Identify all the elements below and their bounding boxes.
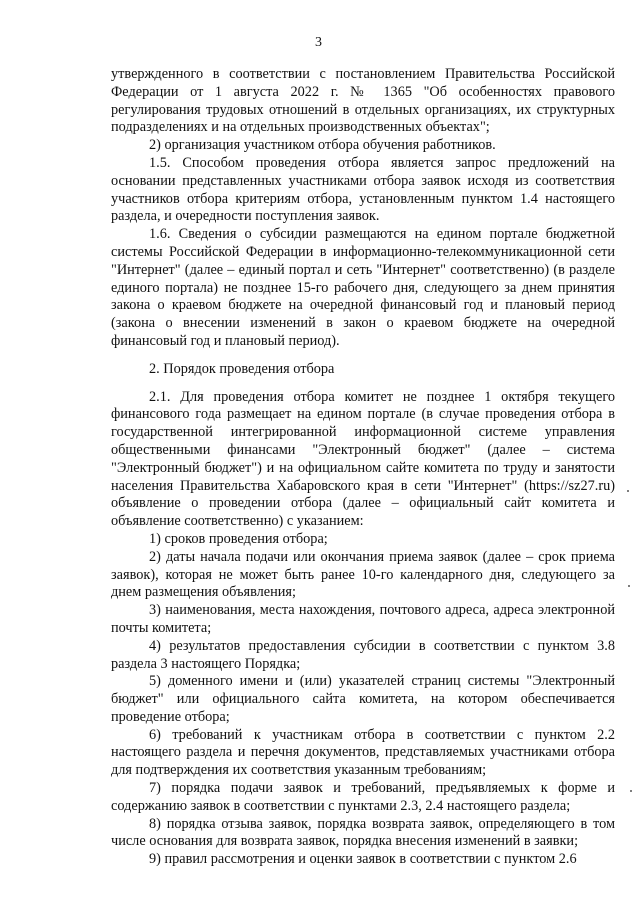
paragraph-decree-reference: утвержденного в соответствии с постановлением Правительства Российской Федерации от 1 августа 2022 г. № 1365 "Об особенностях правового регулирования трудовых отношений в отдельных организациях, их структурных подразделениях и на отдельных производственных объектах";	[111, 66, 615, 136]
paragraph-2-1: 2.1. Для проведения отбора комитет не позднее 1 октября текущего финансового года размещает на едином портале (в случае проведения отбора в государственной интегрированной информационной системе управления общественными финансами "Электронный бюджет" (далее – система "Электронный бюджет") и на официальном сайте комитета по труду и занятости населения Правительства Хабаровского края в сети "Интернет" (https://sz27.ru) объявление о проведении отбора (далее – официальный сайт комитета и объявление соответственно) с указанием:	[111, 388, 615, 530]
paragraph-1-6: 1.6. Сведения о субсидии размещаются на едином портале бюджетной системы Российской Федерации в информационно-телекоммуникационной сети "Интернет" (далее – единый портал и сеть "Интернет" соответственно) (в разделе единого портала) не позднее 15-го рабочего дня, следующего за днем принятия закона о краевом бюджете на очередной финансовый год и плановый период (закона о внесении изменений в закон о краевом бюджете на очередной финансовый год и плановый период).	[111, 226, 615, 349]
paragraph-1-5: 1.5. Способом проведения отбора является запрос предложений на основании представленных участниками отбора заявок исходя из соответствия участников отбора критериям отбора, установленным пунктом 1.4 настоящего раздела, и очередности поступления заявок.	[111, 154, 615, 225]
list-item-1: 1) сроков проведения отбора;	[149, 530, 328, 547]
list-item-8: 8) порядка отзыва заявок, порядка возврата заявок, определяющего в том числе основания для возврата заявок, порядка внесения изменений в заявки;	[111, 815, 615, 850]
list-item-5: 5) доменного имени и (или) указателей страниц системы "Электронный бюджет" или официального сайта комитета, на котором обеспечивается проведение отбора;	[111, 673, 615, 725]
list-item-3: 3) наименования, места нахождения, почтового адреса, адреса электронной почты комитета;	[111, 602, 615, 636]
list-item-2: 2) даты начала подачи или окончания приема заявок (далее – срок приема заявок), которая не может быть ранее 10-го календарного дня, следующего за днем размещения объявления;	[111, 548, 615, 601]
list-item-9: 9) правил рассмотрения и оценки заявок в соответствии с пунктом 2.6	[149, 851, 577, 868]
page-number: 3	[315, 35, 322, 50]
list-item-6: 6) требований к участникам отбора в соответствии с пунктом 2.2 настоящего раздела и перечня документов, представляемых участниками отбора для подтверждения их соответствия указанным требованиям;	[111, 726, 615, 779]
list-item-2-training: 2) организация участником отбора обучения работников.	[149, 137, 496, 154]
list-item-7: 7) порядка подачи заявок и требований, предъявляемых к форме и содержанию заявок в соответствии с пунктами 2.3, 2.4 настоящего раздела;	[111, 780, 615, 814]
scan-speck	[627, 490, 629, 492]
scan-speck	[628, 585, 630, 587]
list-item-4: 4) результатов предоставления субсидии в соответствии с пунктом 3.8 раздела 3 настоящего Порядка;	[111, 637, 615, 672]
document-body	[111, 66, 615, 869]
section-heading-2: 2. Порядок проведения отбора	[149, 360, 335, 377]
scan-speck	[630, 790, 632, 792]
